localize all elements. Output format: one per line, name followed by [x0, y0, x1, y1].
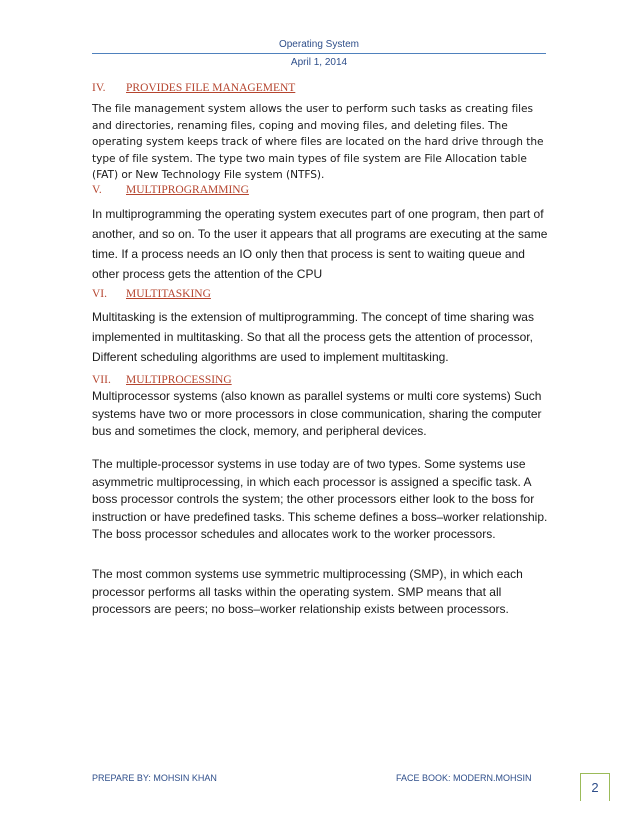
section-title: PROVIDES FILE MANAGEMENT [126, 82, 296, 94]
header-title: Operating System [278, 39, 360, 50]
header-date: April 1, 2014 [290, 57, 348, 68]
section-heading-multiprogramming [92, 184, 249, 196]
section-number: VI. [92, 288, 108, 300]
header-rule [92, 53, 546, 54]
paragraph-multiprogramming: In multiprogramming the operating system executes part of one program, then part of another, and so on. To the user it appears that all programs are executing at the same time. If a process needs an IO only then that process is sent to waiting queue and other process gets the attention of the CPU [92, 207, 548, 281]
paragraph-asymmetric-multiprocessing: The multiple-processor systems in use today are of two types. Some systems use asymmetric multiprocessing, in which each processor is assigned a specific task. A boss processor controls the system; the other processors either look to the boss for instruction or have predefined tasks. This scheme defines a boss–worker relationship. The boss processor schedules and allocates work to the worker processors. [92, 457, 548, 541]
page-number: 2 [591, 780, 599, 795]
section-number: VII. [92, 374, 111, 386]
footer-facebook: FACE BOOK: MODERN.MOHSIN [396, 773, 532, 783]
section-title: MULTIPROGRAMMING [126, 184, 249, 196]
section-heading-multitasking [92, 288, 211, 300]
section-title: MULTITASKING [126, 288, 211, 300]
paragraph-multiprocessing-intro: Multiprocessor systems (also known as parallel systems or multi core systems) Such systems have two or more processors in close communication, sharing the computer bus and sometimes the clock, memory, and peripheral devices. [92, 389, 542, 438]
footer-author: PREPARE BY: MOHSIN KHAN [92, 773, 217, 783]
section-number: V. [92, 184, 102, 196]
section-title: MULTIPROCESSING [126, 374, 232, 386]
paragraph-multitasking: Multitasking is the extension of multiprogramming. The concept of time sharing was implemented in multitasking. So that all the process gets the attention of processor, Different scheduling algorithms are used to implement multitasking. [92, 310, 534, 364]
section-heading-multiprocessing [92, 374, 232, 386]
page-number-box [580, 773, 610, 801]
paragraph-file-management: The file management system allows the user to perform such tasks as creating files and directories, renaming files, coping and moving files, and deleting files. The operating system keeps track of where files are located on the hard drive through the type of file system. The type two main types of file system are File Allocation table (FAT) or New Technology File system (NTFS). [92, 103, 544, 181]
paragraph-symmetric-multiprocessing: The most common systems use symmetric multiprocessing (SMP), in which each processor performs all tasks within the operating system. SMP means that all processors are peers; no boss–worker relationship exists between processors. [92, 567, 523, 616]
section-heading-file-management [92, 82, 295, 94]
section-number: IV. [92, 82, 106, 94]
